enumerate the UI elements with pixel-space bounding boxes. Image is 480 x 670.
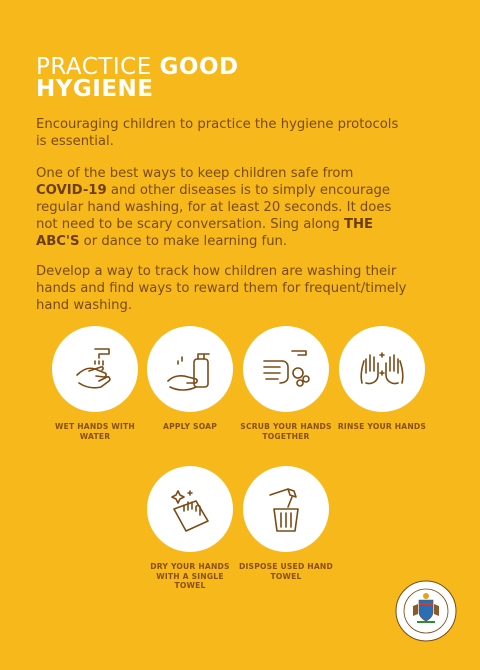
step-circle [52, 326, 138, 412]
body-text-2: and other diseases is to simply encourage regular hand washing, for at least 20 seconds. It does not need to be scary conversation. Sing along [36, 183, 392, 232]
step-dispose-towel [238, 466, 334, 581]
abc-highlight: THE ABC'S [36, 217, 374, 249]
step-circle [339, 326, 425, 412]
body-text-3: or dance to make learning fun. [79, 234, 288, 249]
title-bold-hygiene: HYGIENE [36, 76, 154, 102]
step-wet-hands [47, 326, 143, 441]
title-light: PRACTICE [36, 54, 160, 80]
page-title [36, 56, 239, 100]
rinse-hands-icon [352, 339, 412, 399]
tracking-paragraph: Develop a way to track how children are washing their hands and find ways to reward them for frequent/timely hand washing. [36, 264, 407, 313]
step-label: RINSE YOUR HANDS [337, 422, 427, 431]
trash-bin-icon [256, 479, 316, 539]
step-label: DISPOSE USED HAND TOWEL [239, 562, 333, 581]
body-paragraph [36, 165, 408, 250]
title-bold-good: GOOD [159, 54, 239, 80]
step-dry-hands [142, 466, 238, 591]
step-circle [243, 466, 329, 552]
intro-paragraph: Encouraging children to practice the hygiene protocols is essential. [36, 117, 399, 149]
step-scrub-hands [238, 326, 334, 441]
step-circle [147, 326, 233, 412]
step-label: WET HANDS WITH WATER [55, 422, 135, 441]
faucet-hands-icon [65, 339, 125, 399]
step-label: DRY YOUR HANDS WITH A SINGLE TOWEL [150, 562, 230, 590]
step-circle [243, 326, 329, 412]
body-text-1: One of the best ways to keep children safe from [36, 166, 354, 181]
step-label: APPLY SOAP [163, 422, 217, 431]
step-circle [147, 466, 233, 552]
scrub-hands-icon [256, 339, 316, 399]
covid-highlight: COVID-19 [36, 183, 107, 198]
towel-icon [160, 479, 220, 539]
step-label: SCRUB YOUR HANDS TOGETHER [240, 422, 332, 441]
step-rinse-hands [334, 326, 430, 432]
coat-of-arms-seal-icon [395, 580, 457, 642]
soap-pump-icon [160, 339, 220, 399]
step-apply-soap [142, 326, 238, 432]
